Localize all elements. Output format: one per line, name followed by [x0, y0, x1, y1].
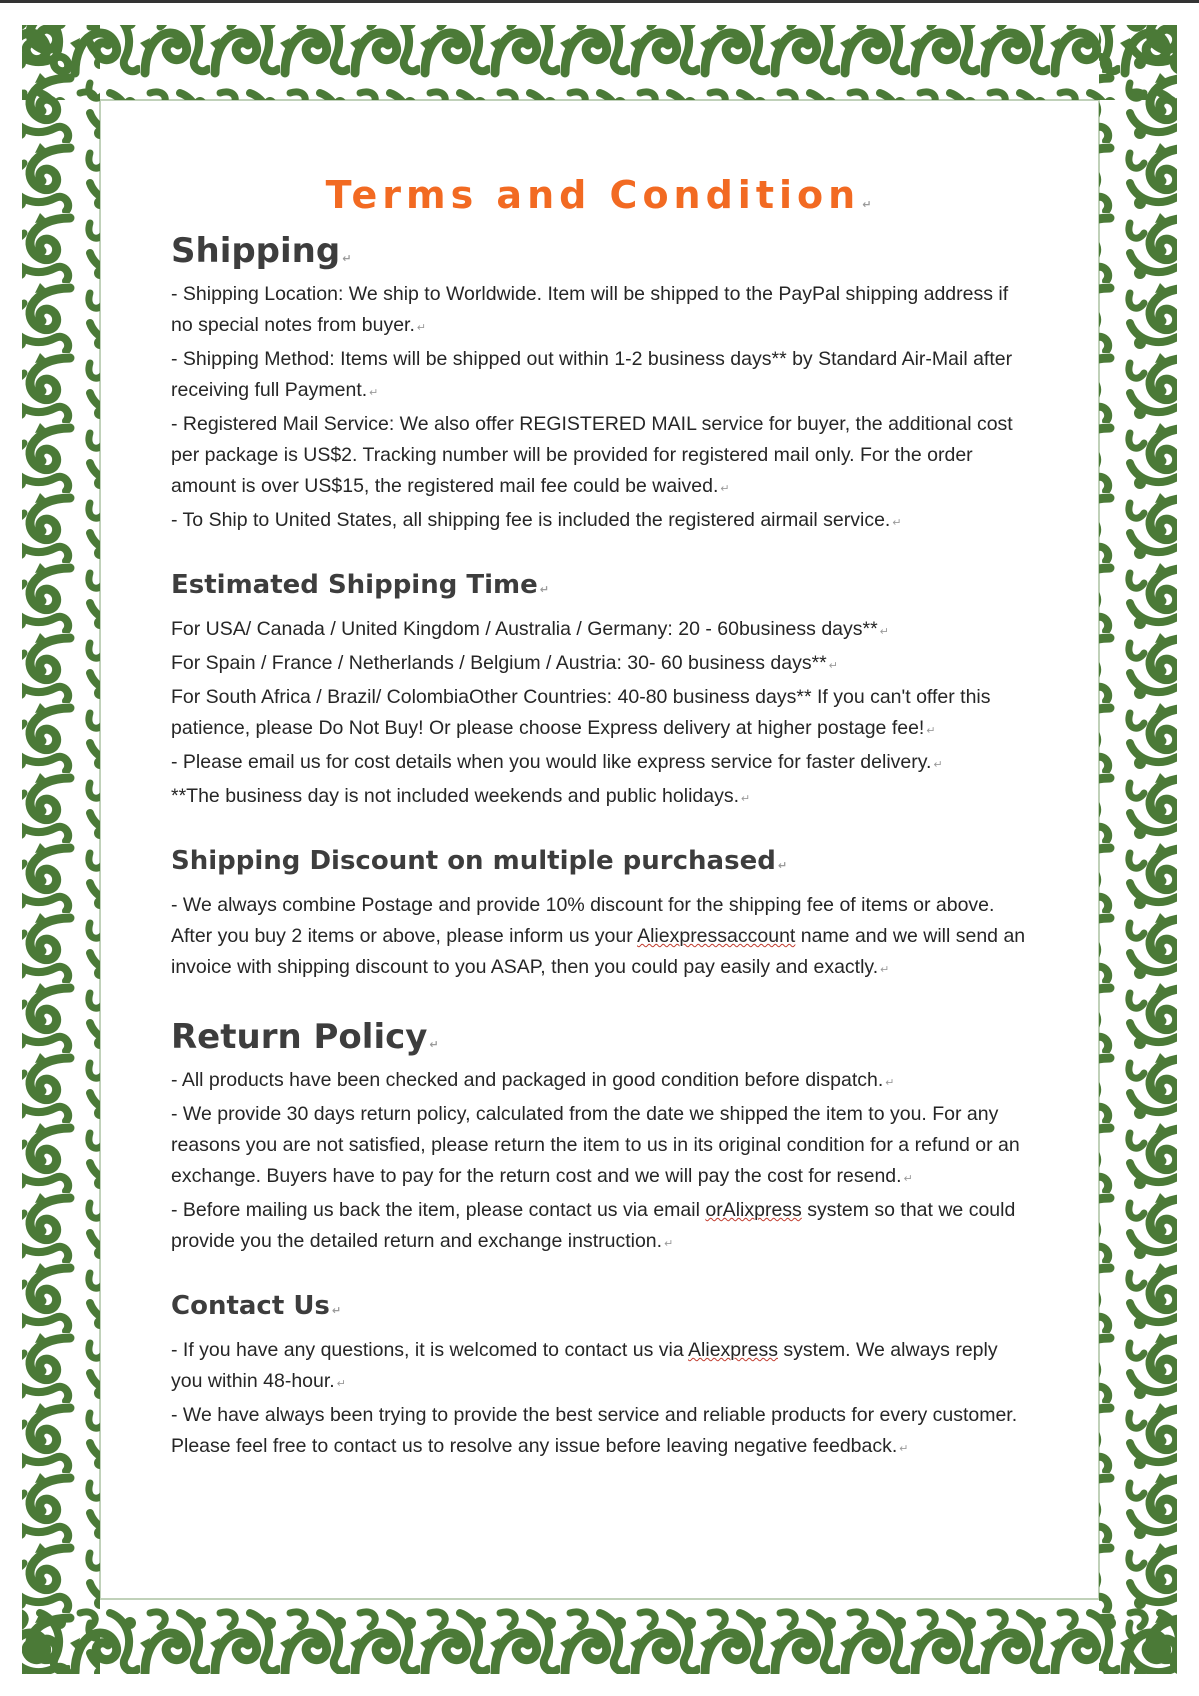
empty-paragraph [171, 539, 1031, 570]
aliexpress-word: Aliexpress [688, 1339, 778, 1361]
section-return-policy [171, 1017, 1031, 1291]
return-policy-heading: Return Policy ↵ [171, 1017, 439, 1057]
estimate-europe-text: For Spain / France / Netherlands / Belgium / Austria: 30- 60 business days** ↵ [171, 652, 838, 674]
aliexpress-account-word: Aliexpressaccount [637, 925, 796, 947]
paragraph-mark: ↵ [342, 252, 352, 265]
section-shipping [171, 231, 1031, 570]
estimate-other-text: For South Africa / Brazil/ ColombiaOther Countries: 40-80 business days** If you can't offer this patience, please Do Not Buy! Or please choose Express delivery at higher postage fee! ↵ [171, 686, 991, 739]
shipping-location-text: - Shipping Location: We ship to Worldwide. Item will be shipped to the PayPal shipping address if no special notes from buyer. ↵ [171, 283, 1009, 336]
paragraph-mark: ↵ [720, 483, 730, 495]
empty-paragraph [171, 1260, 1031, 1291]
shipping-discount-heading: Shipping Discount on multiple purchased ↵ [171, 846, 788, 876]
paragraph-mark: ↵ [899, 1443, 909, 1455]
contact-us-heading: Contact Us ↵ [171, 1291, 342, 1321]
paragraph-mark: ↵ [880, 964, 890, 976]
paragraph-mark: ↵ [862, 198, 877, 211]
paragraph-mark: ↵ [777, 859, 788, 872]
contact-questions-text: - If you have any questions, it is welcomed to contact us via Aliexpress system. We always reply you within 48-hour. ↵ [171, 1339, 998, 1392]
paragraph-mark: ↵ [903, 1173, 913, 1185]
aliexpress-system-word: orAlixpress [705, 1199, 802, 1221]
paragraph-mark: ↵ [429, 1038, 439, 1051]
document-page [0, 3, 1199, 1696]
paragraph-mark: ↵ [933, 759, 943, 771]
products-checked-text: - All products have been checked and packaged in good condition before dispatch. ↵ [171, 1069, 895, 1091]
shipping-heading: Shipping ↵ [171, 231, 352, 271]
discount-text: - We always combine Postage and provide 10% discount for the shipping fee of items or above. After you buy 2 items or above, please inform us your Aliexpressaccount name and we will send an invoice with shipping discount to you ASAP, then you could pay easily and exactly. ↵ [171, 894, 1026, 978]
section-estimated-shipping [171, 570, 1031, 846]
return-contact-text: - Before mailing us back the item, please contact us via email orAlixpress system so that we could provide you the detailed return and exchange instruction. ↵ [171, 1199, 1016, 1252]
paragraph-mark: ↵ [416, 322, 427, 334]
business-day-note: **The business day is not included weekends and public holidays. ↵ [171, 785, 751, 807]
section-shipping-discount [171, 846, 1031, 1017]
paragraph-mark: ↵ [885, 1077, 895, 1089]
express-service-text: - Please email us for cost details when you would like express service for faster delivery. ↵ [171, 751, 943, 773]
paragraph-mark: ↵ [664, 1238, 674, 1250]
estimated-shipping-heading: Estimated Shipping Time ↵ [171, 570, 549, 600]
paragraph-mark: ↵ [892, 517, 902, 529]
registered-mail-text: - Registered Mail Service: We also offer REGISTERED MAIL service for buyer, the additional cost per package is US$2. Tracking number will be provided for registered mail only. For the order amount is over US$15, the registered mail fee could be waived. ↵ [171, 413, 1013, 497]
shipping-method-text: - Shipping Method: Items will be shipped out within 1-2 business days** by Standard Air-Mail after receiving full Payment. ↵ [171, 348, 1013, 401]
document-content [171, 173, 1031, 1465]
return-30-days-text: - We provide 30 days return policy, calculated from the date we shipped the item to you. For any reasons you are not satisfied, please return the item to us in its original condition for a refund or an exchange. Buyers have to pay for the return cost and we will pay the cost for resend. ↵ [171, 1103, 1020, 1187]
best-service-text: - We have always been trying to provide the best service and reliable products for every customer. Please feel free to contact us to resolve any issue before leaving negative feedback. ↵ [171, 1404, 1018, 1457]
paragraph-mark: ↵ [926, 725, 936, 737]
document-title: Terms and Condition ↵ [325, 173, 877, 217]
paragraph-mark: ↵ [741, 793, 751, 805]
empty-paragraph [171, 986, 1031, 1017]
paragraph-mark: ↵ [369, 387, 379, 399]
section-contact-us [171, 1291, 1031, 1465]
paragraph-mark: ↵ [879, 626, 889, 638]
ship-to-us-text: - To Ship to United States, all shipping fee is included the registered airmail service. ↵ [171, 509, 902, 531]
paragraph-mark: ↵ [828, 660, 838, 672]
empty-paragraph [171, 815, 1031, 846]
paragraph-mark: ↵ [331, 1304, 342, 1317]
paragraph-mark: ↵ [539, 583, 549, 596]
estimate-usa-text: For USA/ Canada / United Kingdom / Australia / Germany: 20 - 60business days** ↵ [171, 618, 889, 640]
paragraph-mark: ↵ [336, 1378, 346, 1390]
